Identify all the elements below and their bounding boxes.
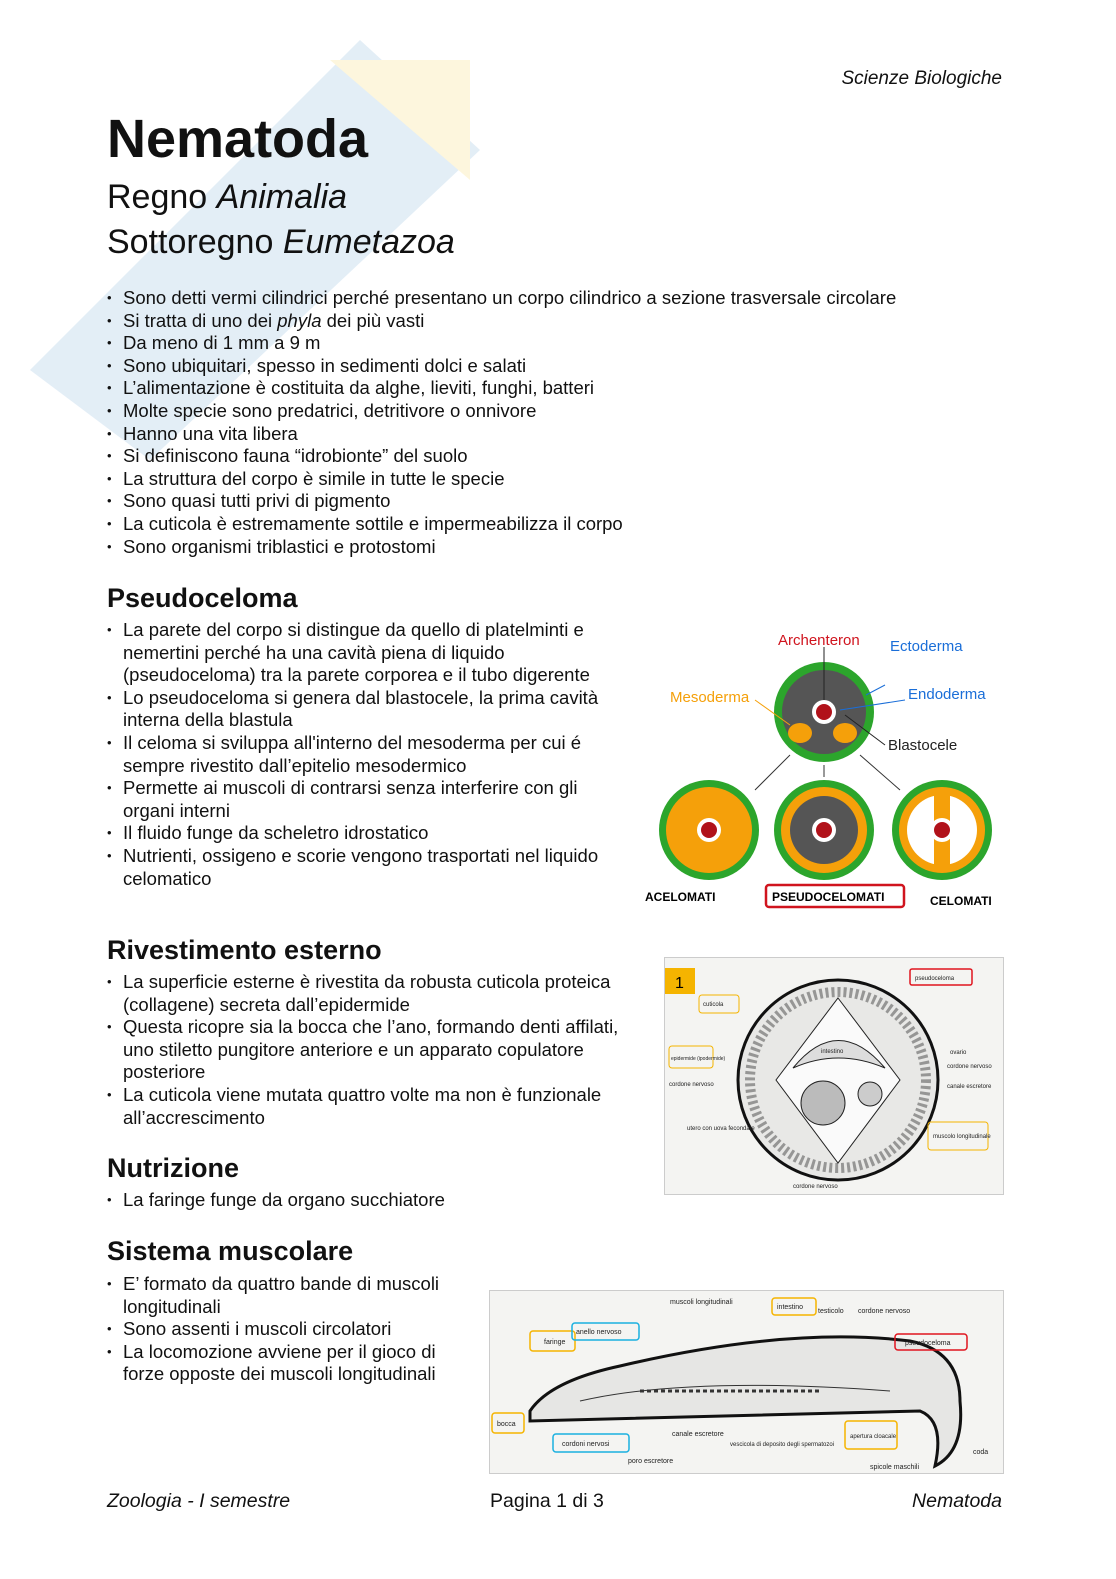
header-subject: Scienze Biologiche [841,68,1002,89]
bullet-item: • Sono detti vermi cilindrici perché presentano un corpo cilindrico a sezione trasversale circolare [107,287,1027,310]
bullet-item: • La faringe funge da organo succhiatore [107,1189,627,1212]
label-blastocele: Blastocele [888,737,958,754]
figure-number: 1 [675,975,684,992]
rivestimento-list [107,971,627,1129]
label-acelomati: ACELOMATI [645,890,716,904]
celomati-diagram [892,780,992,880]
germ-layers-figure [640,625,1010,915]
bullet-item: • Hanno una vita libera [107,423,1027,446]
bullet-item: • E’ formato da quattro bande di muscoli longitudinali [107,1273,462,1318]
label-muscoli: muscoli longitudinali [670,1299,733,1306]
label-mesoderma: Mesoderma [670,689,750,706]
section-heading: Sistema muscolare [107,1236,354,1266]
intro-list [107,287,1027,558]
gastrula-diagram [755,647,905,790]
label-bocca: bocca [497,1421,516,1428]
bullet-item: • La parete del corpo si distingue da quello di platelminti e nemertini perché ha una cavità piena di liquido (pseudoceloma) tra la parete corporea e il tubo digerente [107,619,627,687]
section-heading: Nutrizione [107,1153,239,1183]
bullet-item: • Questa ricopre sia la bocca che l’ano, formando denti affilati, uno stiletto pungitore anteriore e un apparato copulatore posteriore [107,1016,627,1084]
bullet-item: • Permette ai muscoli di contrarsi senza interferire con gli organi interni [107,777,627,822]
bullet-item: • Si definiscono fauna “idrobionte” del suolo [107,445,1027,468]
sottoregno-value: Eumetazoa [282,223,455,261]
nematode-anatomy-figure [489,1290,1004,1474]
muscolare-list [107,1273,462,1386]
regno-line [107,178,347,217]
page-title: Nematoda [107,109,369,169]
label-celomati: CELOMATI [930,894,992,908]
label-anello: anello nervoso [576,1329,622,1336]
bullet-item: • La struttura del corpo è simile in tutte le specie [107,468,1027,491]
bullet-item: • Molte specie sono predatrici, detritivore o onnivore [107,400,1027,423]
bullet-item: • Da meno di 1 mm a 9 m [107,332,1027,355]
label-archenteron: Archenteron [778,632,860,649]
pseudocelomati-diagram [774,780,874,880]
cross-section-figure [664,957,1004,1195]
label-ovario: ovario [950,1050,967,1056]
label-cuticola: cuticola [703,1002,724,1008]
sottoregno-label: Sottoregno [107,223,274,261]
label-vescicola: vescicola di deposito degli spermatozoi [730,1442,835,1448]
sottoregno-line [107,223,455,262]
regno-label: Regno [107,178,208,216]
bullet-item: • Sono assenti i muscoli circolatori [107,1318,462,1341]
label-muscolo: muscolo longitudinale [933,1134,991,1140]
pseudoceloma-list [107,619,627,890]
label-cordone-sx: cordone nervoso [669,1082,714,1088]
label-cordone-basso: cordone nervoso [793,1184,838,1190]
bullet-item: • Nutrienti, ossigeno e scorie vengono trasportati nel liquido celomatico [107,845,627,890]
footer-page-number: Pagina 1 di 3 [490,1490,604,1512]
label-intestino: intestino [777,1304,804,1311]
bullet-item: • L’alimentazione è costituita da alghe, lieviti, funghi, batteri [107,377,1027,400]
label-epidermide: epidermide (ipodermide) [671,1056,726,1062]
label-canale: canale escretore [672,1431,724,1438]
label-cordoni: cordoni nervosi [562,1441,610,1448]
section-heading: Rivestimento esterno [107,935,382,965]
nutrizione-list [107,1189,627,1212]
label-pseudocelomati: PSEUDOCELOMATI [772,890,885,904]
bullet-item: • Il celoma si sviluppa all'interno del mesoderma per cui é sempre rivestito dall’epitelio mesodermico [107,732,627,777]
label-canale: canale escretore [947,1084,992,1090]
label-apertura: apertura cloacale [850,1434,897,1440]
bullet-item: • Si tratta di uno dei phyla dei più vasti [107,310,1027,333]
bullet-item: • La cuticola viene mutata quattro volte ma non è funzionale all’accrescimento [107,1084,627,1129]
footer-topic: Nematoda [912,1490,1002,1512]
label-testicolo: testicolo [818,1308,844,1315]
label-spicole: spicole maschili [870,1464,920,1471]
bullet-item: • La locomozione avviene per il gioco di forze opposte dei muscoli longitudinali [107,1341,462,1386]
label-pseudoceloma: pseudoceloma [905,1340,951,1347]
label-faringe: faringe [544,1339,566,1346]
regno-value: Animalia [216,178,348,216]
bullet-item: • La superficie esterne è rivestita da robusta cuticola proteica (collagene) secreta dall’epidermide [107,971,627,1016]
label-utero: utero con uova fecondate [687,1126,755,1132]
label-cordone-dx: cordone nervoso [947,1064,992,1070]
bullet-item: • Sono quasi tutti privi di pigmento [107,490,1027,513]
section-heading: Pseudoceloma [107,583,298,613]
bullet-item: • Lo pseudoceloma si genera dal blastocele, la prima cavità interna della blastula [107,687,627,732]
label-ectoderma: Ectoderma [890,638,963,655]
acelomati-diagram [659,780,759,880]
label-coda: coda [973,1449,989,1456]
bullet-item: • La cuticola è estremamente sottile e impermeabilizza il corpo [107,513,1027,536]
label-endoderma: Endoderma [908,686,986,703]
bullet-item: • Sono organismi triblastici e protostomi [107,536,1027,559]
footer-course: Zoologia - I semestre [107,1490,291,1512]
label-poro: poro escretore [628,1458,674,1465]
label-pseudoceloma: pseudoceloma [915,976,955,982]
label-intestino: intestino [821,1049,844,1055]
bullet-item: • Il fluido funge da scheletro idrostatico [107,822,627,845]
label-cordone: cordone nervoso [858,1308,911,1315]
bullet-item: • Sono ubiquitari, spesso in sedimenti dolci e salati [107,355,1027,378]
